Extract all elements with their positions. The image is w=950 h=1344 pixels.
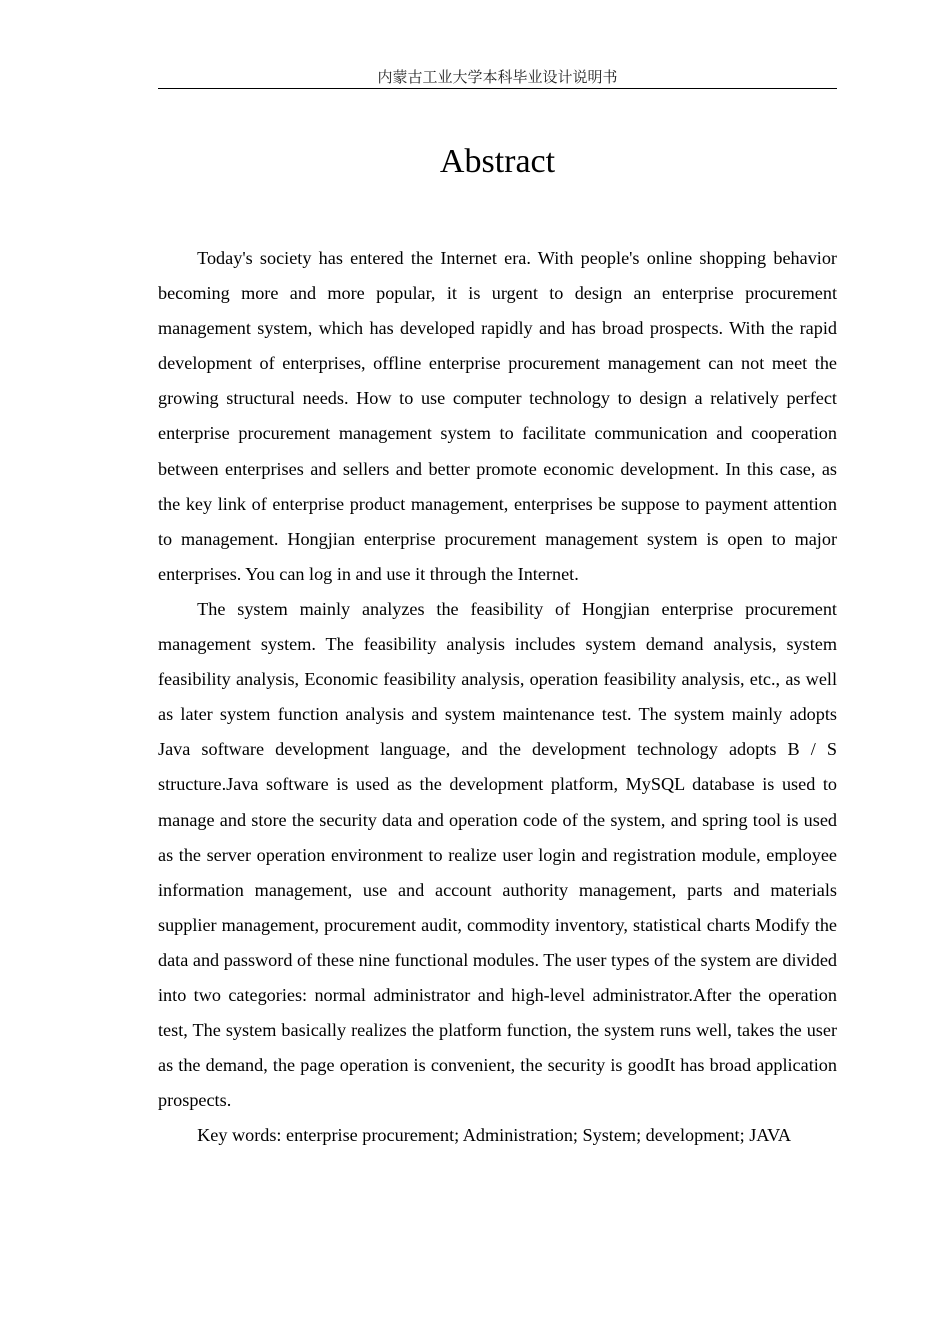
- abstract-body: [158, 241, 837, 1153]
- abstract-paragraph-1: Today's society has entered the Internet era. With people's online shopping behavior becoming more and more popular, it is urgent to design an enterprise procurement management system, which has developed rapidly and has broad prospects. With the rapid development of enterprises, offline enterprise procurement management can not meet the growing structural needs. How to use computer technology to design a relatively perfect enterprise procurement management system to facilitate communication and cooperation between enterprises and sellers and better promote economic development. In this case, as the key link of enterprise product management, enterprises be suppose to payment attention to management. Hongjian enterprise procurement management system is open to major enterprises. You can log in and use it through the Internet.: [158, 248, 837, 584]
- keywords-line: Key words: enterprise procurement; Administration; System; development; JAVA: [197, 1125, 791, 1146]
- page-header: [158, 66, 837, 89]
- page-title: Abstract: [439, 143, 556, 180]
- abstract-paragraph-2: The system mainly analyzes the feasibility of Hongjian enterprise procurement management system. The feasibility analysis includes system demand analysis, system feasibility analysis, Economic feasibility analysis, operation feasibility analysis, etc., as well as later system function analysis and system maintenance test. The system mainly adopts Java software development language, and the development technology adopts B / S structure.Java software is used as the development platform, MySQL database is used to manage and store the security data and operation code of the system, and spring tool is used as the server operation environment to realize user login and registration module, employee information management, use and account authority management, parts and materials supplier management, procurement audit, commodity inventory, statistical charts Modify the data and password of these nine functional modules. The user types of the system are divided into two categories: normal administrator and high-level administrator.After the operation test, The system basically realizes the platform function, the system runs well, takes the user as the demand, the page operation is convenient, the security is goodIt has broad application prospects.: [158, 598, 837, 1111]
- page-header-text: 内蒙古工业大学本科毕业设计说明书: [377, 68, 618, 86]
